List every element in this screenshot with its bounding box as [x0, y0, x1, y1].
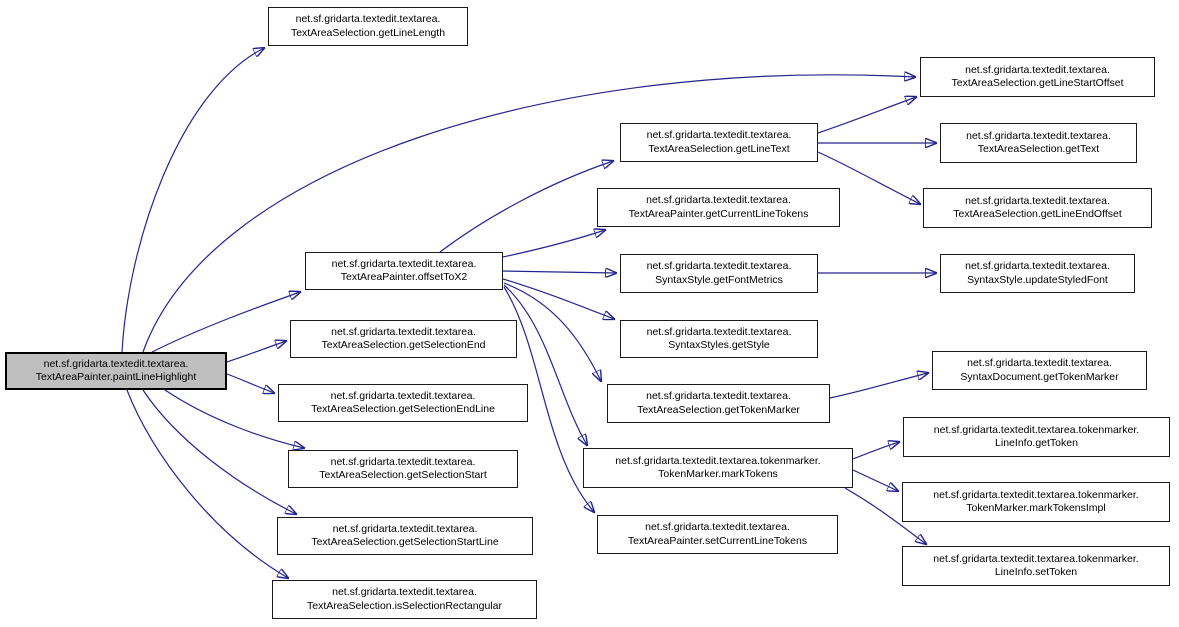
- edge-getTokenMarker-syntaxDocGetTokenMarker: [830, 373, 928, 398]
- node-label-package: net.sf.gridarta.textedit.textarea.: [645, 521, 790, 533]
- node-label-method: TextAreaPainter.offsetToX2: [340, 271, 468, 283]
- node-isSelectionRectangular[interactable]: [272, 580, 537, 619]
- node-label-method: TextAreaSelection.isSelectionRectangular: [307, 599, 502, 612]
- node-label-method: SyntaxStyle.getFontMetrics: [655, 273, 783, 286]
- node-label-method: TextAreaPainter.setCurrentLineTokens: [627, 534, 808, 547]
- node-label-package: net.sf.gridarta.textedit.textarea.tokenmarker.: [933, 423, 1140, 436]
- node-label-method: SyntaxDocument.getTokenMarker: [960, 370, 1119, 383]
- node-label-package: net.sf.gridarta.textedit.textarea.: [330, 455, 476, 468]
- node-label-package: net.sf.gridarta.textedit.textarea.: [966, 129, 1111, 142]
- edge-getLineText-getLineStartOffset: [818, 97, 916, 133]
- node-getTokenMarker[interactable]: [607, 384, 830, 423]
- node-label-method: TextAreaSelection.getLineText: [648, 142, 790, 155]
- edge-paintLineHighlight-getLineLength: [122, 48, 264, 352]
- node-getFontMetrics[interactable]: [620, 254, 818, 293]
- node-label-method: LineInfo.setToken: [994, 566, 1078, 578]
- node-label-package: net.sf.gridarta.textedit.textarea.: [646, 194, 791, 206]
- edge-paintLineHighlight-getSelectionEndLine: [227, 374, 274, 393]
- node-getSelectionStart[interactable]: [288, 450, 518, 488]
- node-label-package: net.sf.gridarta.textedit.textarea.: [331, 257, 477, 270]
- edge-offsetToX2-getStyle: [503, 279, 614, 319]
- node-getLineStartOffset[interactable]: [920, 57, 1155, 97]
- node-getCurrentLineTokens[interactable]: [597, 188, 840, 227]
- edge-offsetToX2-getLineText: [440, 161, 613, 252]
- node-label-package: net.sf.gridarta.textedit.textarea.: [646, 260, 792, 272]
- node-label-method: TextAreaSelection.getLineLength: [290, 26, 446, 39]
- node-label-package: net.sf.gridarta.textedit.textarea.: [965, 260, 1110, 272]
- node-getText[interactable]: [940, 123, 1137, 163]
- node-label-package: net.sf.gridarta.textedit.textarea.: [330, 389, 476, 402]
- node-getLineText[interactable]: [620, 123, 818, 162]
- node-label-package: net.sf.gridarta.textedit.textarea.: [967, 357, 1112, 369]
- node-lineInfoGetToken[interactable]: [903, 417, 1170, 457]
- node-label-method: TextAreaSelection.getSelectionStartLine: [311, 536, 499, 548]
- node-label-package: net.sf.gridarta.textedit.textarea.: [646, 129, 792, 141]
- node-offsetToX2[interactable]: [305, 252, 503, 290]
- node-setCurrentLineTokens[interactable]: [597, 515, 838, 554]
- node-label-package: net.sf.gridarta.textedit.textarea.tokenmarker.: [933, 488, 1139, 501]
- edge-paintLineHighlight-getSelectionStartLine: [143, 390, 296, 514]
- node-label-method: TextAreaSelection.getLineStartOffset: [951, 77, 1124, 89]
- edge-markTokens-lineInfoGetToken: [853, 442, 899, 459]
- node-label-package: net.sf.gridarta.textedit.textarea.: [331, 325, 476, 338]
- node-markTokensImpl[interactable]: [902, 482, 1170, 522]
- node-getSelectionEnd[interactable]: [290, 320, 517, 358]
- edge-paintLineHighlight-getSelectionEnd: [227, 341, 286, 362]
- node-getSelectionEndLine[interactable]: [278, 384, 528, 422]
- node-label-method: SyntaxStyles.getStyle: [668, 339, 770, 351]
- node-label-method: TextAreaSelection.getSelectionStart: [319, 469, 487, 481]
- node-label-package: net.sf.gridarta.textedit.textarea.: [332, 586, 477, 598]
- node-label-method: TokenMarker.markTokensImpl: [966, 502, 1106, 514]
- edge-offsetToX2-getFontMetrics: [503, 271, 616, 273]
- node-label-package: net.sf.gridarta.textedit.textarea.tokenmarker.: [933, 552, 1139, 565]
- node-label-package: net.sf.gridarta.textedit.textarea.: [646, 325, 792, 338]
- node-label-method: TextAreaSelection.getTokenMarker: [637, 403, 800, 416]
- node-label-package: net.sf.gridarta.textedit.textarea.: [332, 522, 478, 535]
- node-label-method: LineInfo.getToken: [995, 437, 1078, 449]
- node-getLineEndOffset[interactable]: [923, 188, 1152, 228]
- node-label-package: net.sf.gridarta.textedit.textarea.: [965, 194, 1110, 207]
- node-label-package: net.sf.gridarta.textedit.textarea.tokenmarker.: [615, 454, 821, 467]
- node-label-package: net.sf.gridarta.textedit.textarea.: [646, 390, 791, 402]
- node-label-package: net.sf.gridarta.textedit.textarea.: [965, 63, 1110, 76]
- node-getStyle[interactable]: [620, 320, 818, 358]
- edge-markTokens-markTokensImpl: [853, 470, 898, 491]
- node-updateStyledFont[interactable]: [940, 254, 1135, 293]
- edge-paintLineHighlight-offsetToX2: [152, 292, 300, 352]
- node-getLineLength[interactable]: [268, 7, 468, 46]
- node-label-method: SyntaxStyle.updateStyledFont: [967, 273, 1108, 286]
- node-label-method: TokenMarker.markTokens: [658, 468, 778, 480]
- node-label-method: TextAreaPainter.getCurrentLineTokens: [628, 207, 809, 220]
- node-label-method: TextAreaSelection.getSelectionEndLine: [311, 403, 495, 415]
- node-lineInfoSetToken[interactable]: [902, 546, 1170, 586]
- node-getSelectionStartLine[interactable]: [277, 517, 533, 555]
- node-paintLineHighlight: [5, 352, 227, 390]
- node-label-method: TextAreaPainter.paintLineHighlight: [35, 371, 197, 383]
- edge-offsetToX2-getCurrentLineTokens: [503, 230, 605, 257]
- node-syntaxDocGetTokenMarker[interactable]: [932, 351, 1147, 390]
- node-label-package: net.sf.gridarta.textedit.textarea.: [295, 13, 441, 25]
- node-label-package: net.sf.gridarta.textedit.textarea.: [43, 357, 189, 370]
- node-label-method: TextAreaSelection.getText: [977, 143, 1100, 155]
- node-markTokens[interactable]: [583, 448, 853, 488]
- edge-paintLineHighlight-isSelectionRectangular: [127, 390, 288, 578]
- node-label-method: TextAreaSelection.getLineEndOffset: [953, 208, 1122, 220]
- node-label-method: TextAreaSelection.getSelectionEnd: [321, 339, 486, 351]
